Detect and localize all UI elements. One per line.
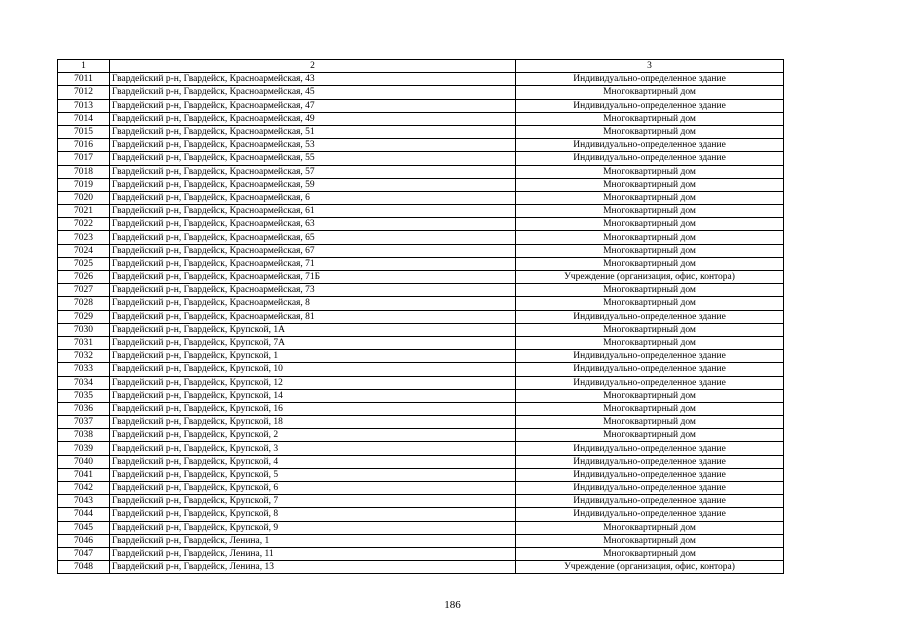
address-cell: Гвардейский р-н, Гвардейск, Красноармейская, 61	[110, 205, 516, 218]
row-number-cell: 7035	[58, 389, 110, 402]
object-type-cell: Индивидуально-определенное здание	[516, 139, 784, 152]
row-number-cell: 7045	[58, 521, 110, 534]
address-cell: Гвардейский р-н, Гвардейск, Ленина, 13	[110, 561, 516, 574]
table-row	[58, 152, 784, 165]
table-row	[58, 468, 784, 481]
row-number-cell: 7027	[58, 284, 110, 297]
table-row	[58, 86, 784, 99]
table-row	[58, 323, 784, 336]
address-cell: Гвардейский р-н, Гвардейск, Крупской, 12	[110, 376, 516, 389]
address-cell: Гвардейский р-н, Гвардейск, Красноармейская, 81	[110, 310, 516, 323]
address-cell: Гвардейский р-н, Гвардейск, Красноармейская, 6	[110, 191, 516, 204]
table-row	[58, 165, 784, 178]
table-row	[58, 508, 784, 521]
row-number-cell: 7014	[58, 112, 110, 125]
address-cell: Гвардейский р-н, Гвардейск, Крупской, 6	[110, 482, 516, 495]
table-row	[58, 363, 784, 376]
row-number-cell: 7046	[58, 534, 110, 547]
table-row	[58, 416, 784, 429]
object-type-cell: Индивидуально-определенное здание	[516, 152, 784, 165]
row-number-cell: 7036	[58, 402, 110, 415]
object-type-cell: Многоквартирный дом	[516, 389, 784, 402]
address-cell: Гвардейский р-н, Гвардейск, Крупской, 1А	[110, 323, 516, 336]
row-number-cell: 7037	[58, 416, 110, 429]
row-number-cell: 7022	[58, 218, 110, 231]
object-type-cell: Многоквартирный дом	[516, 125, 784, 138]
address-cell: Гвардейский р-н, Гвардейск, Красноармейская, 53	[110, 139, 516, 152]
row-number-cell: 7023	[58, 231, 110, 244]
address-cell: Гвардейский р-н, Гвардейск, Красноармейская, 45	[110, 86, 516, 99]
address-cell: Гвардейский р-н, Гвардейск, Красноармейская, 49	[110, 112, 516, 125]
object-type-cell: Многоквартирный дом	[516, 534, 784, 547]
addresses-table	[57, 59, 784, 574]
object-type-cell: Индивидуально-определенное здание	[516, 350, 784, 363]
object-type-cell: Многоквартирный дом	[516, 521, 784, 534]
row-number-cell: 7040	[58, 455, 110, 468]
table-row	[58, 218, 784, 231]
table-row	[58, 521, 784, 534]
row-number-cell: 7028	[58, 297, 110, 310]
object-type-cell: Индивидуально-определенное здание	[516, 455, 784, 468]
table-row	[58, 297, 784, 310]
table-row	[58, 495, 784, 508]
address-cell: Гвардейский р-н, Гвардейск, Крупской, 18	[110, 416, 516, 429]
object-type-cell: Многоквартирный дом	[516, 218, 784, 231]
address-cell: Гвардейский р-н, Гвардейск, Крупской, 7	[110, 495, 516, 508]
row-number-cell: 7021	[58, 205, 110, 218]
row-number-cell: 7029	[58, 310, 110, 323]
address-cell: Гвардейский р-н, Гвардейск, Красноармейская, 63	[110, 218, 516, 231]
column-header-2: 2	[110, 60, 516, 73]
object-type-cell: Индивидуально-определенное здание	[516, 468, 784, 481]
table-row	[58, 178, 784, 191]
row-number-cell: 7030	[58, 323, 110, 336]
object-type-cell: Многоквартирный дом	[516, 323, 784, 336]
table-row	[58, 350, 784, 363]
address-cell: Гвардейский р-н, Гвардейск, Красноармейская, 59	[110, 178, 516, 191]
address-cell: Гвардейский р-н, Гвардейск, Красноармейская, 47	[110, 99, 516, 112]
row-number-cell: 7017	[58, 152, 110, 165]
row-number-cell: 7013	[58, 99, 110, 112]
object-type-cell: Многоквартирный дом	[516, 429, 784, 442]
address-cell: Гвардейский р-н, Гвардейск, Крупской, 1	[110, 350, 516, 363]
table-row	[58, 205, 784, 218]
row-number-cell: 7039	[58, 442, 110, 455]
row-number-cell: 7038	[58, 429, 110, 442]
object-type-cell: Многоквартирный дом	[516, 178, 784, 191]
table-row	[58, 442, 784, 455]
object-type-cell: Индивидуально-определенное здание	[516, 99, 784, 112]
address-cell: Гвардейский р-н, Гвардейск, Красноармейская, 51	[110, 125, 516, 138]
object-type-cell: Индивидуально-определенное здание	[516, 508, 784, 521]
row-number-cell: 7019	[58, 178, 110, 191]
table-row	[58, 284, 784, 297]
row-number-cell: 7026	[58, 271, 110, 284]
address-cell: Гвардейский р-н, Гвардейск, Крупской, 10	[110, 363, 516, 376]
row-number-cell: 7015	[58, 125, 110, 138]
page-number: 186	[444, 599, 461, 611]
row-number-cell: 7016	[58, 139, 110, 152]
row-number-cell: 7048	[58, 561, 110, 574]
address-cell: Гвардейский р-н, Гвардейск, Красноармейская, 73	[110, 284, 516, 297]
object-type-cell: Индивидуально-определенное здание	[516, 310, 784, 323]
address-cell: Гвардейский р-н, Гвардейск, Крупской, 7А	[110, 336, 516, 349]
table-row	[58, 244, 784, 257]
address-cell: Гвардейский р-н, Гвардейск, Красноармейская, 65	[110, 231, 516, 244]
table-row	[58, 389, 784, 402]
table-row	[58, 429, 784, 442]
address-cell: Гвардейский р-н, Гвардейск, Красноармейская, 57	[110, 165, 516, 178]
row-number-cell: 7033	[58, 363, 110, 376]
table-row	[58, 231, 784, 244]
table-row	[58, 376, 784, 389]
row-number-cell: 7024	[58, 244, 110, 257]
row-number-cell: 7020	[58, 191, 110, 204]
table-body	[58, 60, 784, 574]
table-row	[58, 336, 784, 349]
object-type-cell: Многоквартирный дом	[516, 231, 784, 244]
address-cell: Гвардейский р-н, Гвардейск, Ленина, 1	[110, 534, 516, 547]
table-row	[58, 482, 784, 495]
object-type-cell: Многоквартирный дом	[516, 297, 784, 310]
object-type-cell: Индивидуально-определенное здание	[516, 73, 784, 86]
row-number-cell: 7032	[58, 350, 110, 363]
object-type-cell: Многоквартирный дом	[516, 416, 784, 429]
address-cell: Гвардейский р-н, Гвардейск, Крупской, 9	[110, 521, 516, 534]
address-cell: Гвардейский р-н, Гвардейск, Красноармейская, 8	[110, 297, 516, 310]
table-row	[58, 191, 784, 204]
object-type-cell: Индивидуально-определенное здание	[516, 363, 784, 376]
address-cell: Гвардейский р-н, Гвардейск, Крупской, 14	[110, 389, 516, 402]
table-row	[58, 455, 784, 468]
row-number-cell: 7011	[58, 73, 110, 86]
object-type-cell: Многоквартирный дом	[516, 165, 784, 178]
row-number-cell: 7034	[58, 376, 110, 389]
row-number-cell: 7047	[58, 547, 110, 560]
object-type-cell: Многоквартирный дом	[516, 112, 784, 125]
address-cell: Гвардейский р-н, Гвардейск, Крупской, 4	[110, 455, 516, 468]
row-number-cell: 7042	[58, 482, 110, 495]
column-header-3: 3	[516, 60, 784, 73]
table-header-row	[58, 60, 784, 73]
address-cell: Гвардейский р-н, Гвардейск, Красноармейская, 55	[110, 152, 516, 165]
row-number-cell: 7044	[58, 508, 110, 521]
object-type-cell: Учреждение (организация, офис, контора)	[516, 561, 784, 574]
address-cell: Гвардейский р-н, Гвардейск, Крупской, 8	[110, 508, 516, 521]
table-row	[58, 271, 784, 284]
address-cell: Гвардейский р-н, Гвардейск, Красноармейская, 71Б	[110, 271, 516, 284]
address-cell: Гвардейский р-н, Гвардейск, Крупской, 16	[110, 402, 516, 415]
table-row	[58, 99, 784, 112]
row-number-cell: 7041	[58, 468, 110, 481]
object-type-cell: Индивидуально-определенное здание	[516, 442, 784, 455]
address-cell: Гвардейский р-н, Гвардейск, Ленина, 11	[110, 547, 516, 560]
address-cell: Гвардейский р-н, Гвардейск, Крупской, 3	[110, 442, 516, 455]
object-type-cell: Многоквартирный дом	[516, 86, 784, 99]
object-type-cell: Многоквартирный дом	[516, 191, 784, 204]
address-cell: Гвардейский р-н, Гвардейск, Крупской, 5	[110, 468, 516, 481]
table-row	[58, 73, 784, 86]
row-number-cell: 7025	[58, 257, 110, 270]
table-row	[58, 402, 784, 415]
table-row	[58, 547, 784, 560]
object-type-cell: Многоквартирный дом	[516, 205, 784, 218]
object-type-cell: Многоквартирный дом	[516, 336, 784, 349]
object-type-cell: Многоквартирный дом	[516, 547, 784, 560]
table-row	[58, 534, 784, 547]
address-cell: Гвардейский р-н, Гвардейск, Красноармейская, 71	[110, 257, 516, 270]
column-header-1: 1	[58, 60, 110, 73]
object-type-cell: Многоквартирный дом	[516, 402, 784, 415]
table-row	[58, 561, 784, 574]
table-row	[58, 257, 784, 270]
row-number-cell: 7043	[58, 495, 110, 508]
object-type-cell: Индивидуально-определенное здание	[516, 376, 784, 389]
table-row	[58, 139, 784, 152]
table-row	[58, 310, 784, 323]
object-type-cell: Многоквартирный дом	[516, 284, 784, 297]
table-row	[58, 112, 784, 125]
address-cell: Гвардейский р-н, Гвардейск, Красноармейская, 43	[110, 73, 516, 86]
object-type-cell: Многоквартирный дом	[516, 257, 784, 270]
object-type-cell: Индивидуально-определенное здание	[516, 482, 784, 495]
object-type-cell: Многоквартирный дом	[516, 244, 784, 257]
address-cell: Гвардейский р-н, Гвардейск, Красноармейская, 67	[110, 244, 516, 257]
row-number-cell: 7018	[58, 165, 110, 178]
row-number-cell: 7031	[58, 336, 110, 349]
row-number-cell: 7012	[58, 86, 110, 99]
object-type-cell: Учреждение (организация, офис, контора)	[516, 271, 784, 284]
table-row	[58, 125, 784, 138]
address-cell: Гвардейский р-н, Гвардейск, Крупской, 2	[110, 429, 516, 442]
object-type-cell: Индивидуально-определенное здание	[516, 495, 784, 508]
